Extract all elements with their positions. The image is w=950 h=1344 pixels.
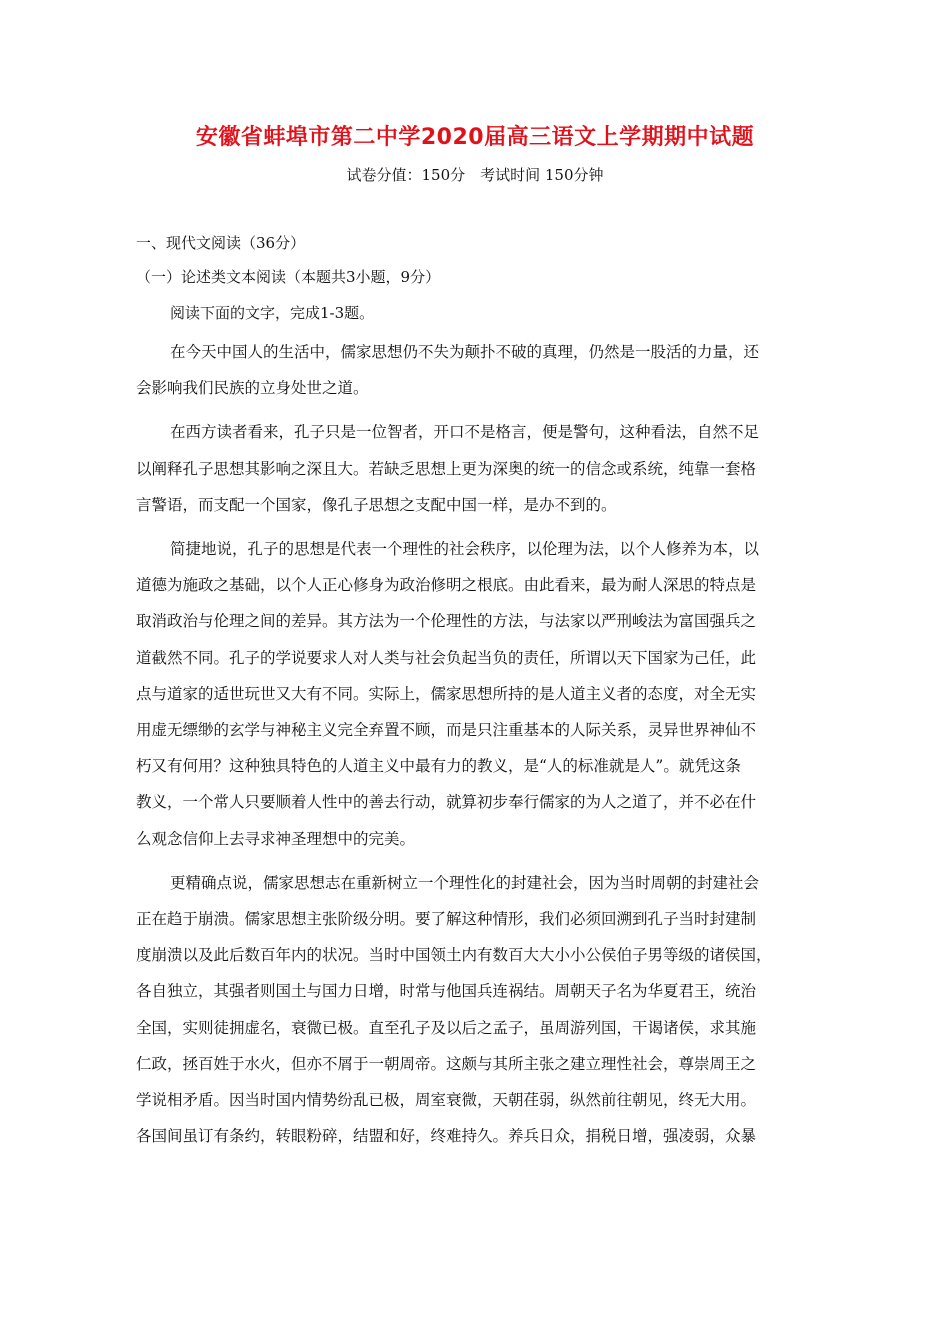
paragraph-2 xyxy=(136,414,816,523)
paragraph-line: 么观念信仰上去寻求神圣理想中的完美。 xyxy=(136,829,416,848)
paragraph-line: 教义，一个常人只要顺着人性中的善去行动，就算初步奉行儒家的为人之道了，并不必在什 xyxy=(136,793,757,812)
paragraph-line: 以阐释孔子思想其影响之深且大。若缺乏思想上更为深奥的统一的信念或系统，纯靠一套格 xyxy=(136,459,757,478)
paragraph-1 xyxy=(136,334,816,406)
paragraph-line: 点与道家的适世玩世又大有不同。实际上，儒家思想所持的是人道主义者的态度，对全无实 xyxy=(136,684,757,703)
paragraph-line: 仁政，拯百姓于水火，但亦不屑于一朝周帝。这颇与其所主张之建立理性社会，尊崇周王之 xyxy=(136,1054,757,1073)
paragraph-3 xyxy=(136,531,816,857)
paragraph-line: 各国间虽订有条约，转眼粉碎，结盟和好，终难持久。养兵日众，捐税日增，强凌弱，众暴 xyxy=(136,1127,757,1146)
paragraph-line: 各自独立，其强者则国土与国力日增，时常与他国兵连祸结。周朝天子名为华夏君王，统治 xyxy=(136,982,757,1001)
paragraph-line: 正在趋于崩溃。儒家思想主张阶级分明。要了解这种情形，我们必须回溯到孔子当时封建制 xyxy=(136,910,757,929)
reading-instruction: 阅读下面的文字，完成1-3题。 xyxy=(170,304,375,322)
article-body xyxy=(136,334,816,1162)
paragraph-line: 在今天中国人的生活中，儒家思想仍不失为颠扑不破的真理，仍然是一股活的力量，还 xyxy=(170,343,760,361)
paragraph-line: 度崩溃以及此后数百年内的状况。当时中国领土内有数百大大小小公侯伯子男等级的诸侯国， xyxy=(136,946,772,965)
paragraph-line: 在西方读者看来，孔子只是一位智者，开口不是格言，便是警句，这种看法，自然不足 xyxy=(170,423,760,442)
paragraph-line: 道截然不同。孔子的学说要求人对人类与社会负起当负的责任，所谓以天下国家为己任，此 xyxy=(136,648,757,667)
paragraph-line: 更精确点说，儒家思想志在重新树立一个理性化的封建社会，因为当时周朝的封建社会 xyxy=(170,873,760,892)
section-heading: 一、现代文阅读（36分） xyxy=(136,234,306,252)
subsection-heading: （一）论述类文本阅读（本题共3小题，9分） xyxy=(136,268,441,286)
paragraph-4 xyxy=(136,865,816,1155)
paragraph-line: 取消政治与伦理之间的差异。其方法为一个伦理性的方法，与法家以严刑峻法为富国强兵之 xyxy=(136,612,757,631)
document-title: 安徽省蚌埠市第二中学2020届高三语文上学期期中试题 xyxy=(195,125,755,150)
paragraph-line: 言警语，而支配一个国家，像孔子思想之支配中国一样，是办不到的。 xyxy=(136,495,617,514)
paragraph-line: 学说相矛盾。因当时国内情势纷乱已极，周室衰微，天朝荏弱，纵然前往朝见，终无大用。 xyxy=(136,1091,757,1110)
paragraph-line: 简捷地说，孔子的思想是代表一个理性的社会秩序，以伦理为法，以个人修养为本，以 xyxy=(170,540,760,559)
paragraph-line: 会影响我们民族的立身处世之道。 xyxy=(136,379,369,398)
exam-info: 试卷分值：150分 考试时间 150分钟 xyxy=(346,166,604,184)
paragraph-line: 道德为施政之基础，以个人正心修身为政治修明之根底。由此看来，最为耐人深思的特点是 xyxy=(136,576,757,595)
paragraph-line: 用虚无缥缈的玄学与神秘主义完全弃置不顾，而是只注重基本的人际关系，灵异世界神仙不 xyxy=(136,721,757,740)
paragraph-line: 全国，实则徒拥虚名，衰微已极。直至孔子及以后之孟子，虽周游列国，干谒诸侯，求其施 xyxy=(136,1018,757,1037)
paragraph-line: 朽又有何用？这种独具特色的人道主义中最有力的教义，是“人的标准就是人”。就凭这条 xyxy=(136,757,741,776)
